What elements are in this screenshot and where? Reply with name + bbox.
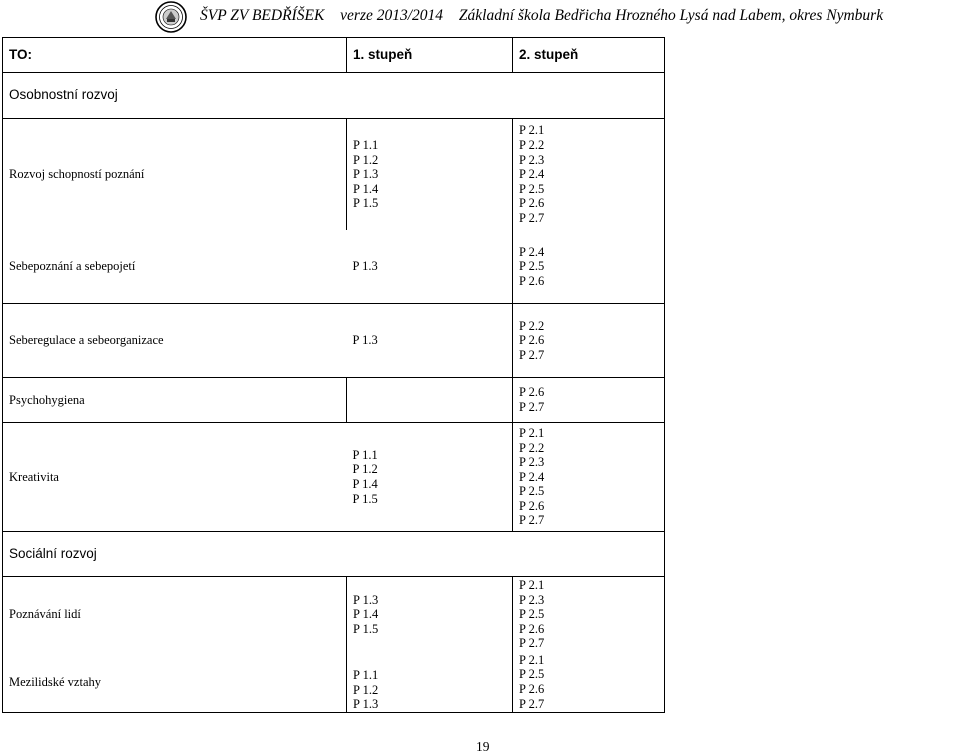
stage2-code: P 2.1	[519, 578, 545, 593]
stage2-code: P 2.2	[519, 318, 545, 333]
stage1-cell	[347, 119, 513, 231]
stage2-code: P 2.6	[519, 273, 545, 288]
stage2-code: P 2.6	[519, 333, 545, 348]
stage2-code: P 2.1	[519, 652, 545, 667]
stage2-code: P 2.4	[519, 167, 545, 182]
stage1-code: P 1.4	[352, 477, 378, 491]
topic-cell: Mezilidské vztahy	[3, 652, 347, 713]
topic-cell: Rozvoj schopností poznání	[3, 119, 347, 231]
stage2-cell	[513, 230, 665, 304]
stage2-code: P 2.7	[519, 400, 545, 414]
stage1-code: P 1.3	[353, 697, 379, 712]
stage2-code: P 2.2	[519, 138, 545, 153]
table-row	[3, 119, 665, 231]
stage2-code: P 2.1	[519, 425, 545, 440]
stage2-cell	[513, 423, 665, 532]
topic-cell: Seberegulace a sebeorganizace	[3, 304, 347, 378]
stage2-code: P 2.5	[519, 667, 545, 682]
table-row	[3, 378, 665, 423]
stage1-code: P 1.2	[352, 462, 378, 477]
stage2-code: P 2.6	[519, 196, 545, 211]
stage2-cell	[513, 304, 665, 378]
topic-cell: Sebepoznání a sebepojetí	[3, 230, 347, 304]
stage1-code: P 1.3	[353, 592, 379, 607]
table-row	[3, 423, 665, 532]
stage1-code: P 1.4	[353, 607, 379, 622]
topic-cell: Psychohygiena	[3, 378, 347, 423]
stage2-code: P 2.6	[519, 682, 545, 696]
stage1-code: P 1.4	[353, 181, 379, 196]
section-title: Sociální rozvoj	[3, 532, 665, 577]
stage2-code: P 2.7	[519, 210, 545, 225]
stage1-code: P 1.5	[353, 196, 379, 211]
stage1-code: P 1.3	[353, 167, 379, 182]
stage1-code: P 1.5	[353, 621, 379, 636]
stage2-code: P 2.7	[519, 696, 545, 711]
header-text	[200, 7, 883, 25]
header-cell-stage2: 2. stupeň	[513, 38, 665, 73]
header-cell-to: TO:	[3, 38, 347, 73]
stage2-code: P 2.5	[519, 181, 545, 196]
stage2-code: P 2.6	[519, 385, 545, 400]
topic-cell: Kreativita	[3, 423, 347, 532]
stage2-code: P 2.2	[519, 440, 545, 455]
stage2-code: P 2.4	[519, 469, 545, 484]
stage2-code: P 2.5	[519, 484, 545, 499]
topic-cell: Poznávání lidí	[3, 577, 347, 653]
stage2-code: P 2.3	[519, 592, 545, 607]
table-row	[3, 230, 665, 304]
header-title: ŠVP ZV BEDŘÍŠEK	[200, 7, 325, 24]
stage1-cell	[347, 230, 513, 304]
stage2-code: P 2.1	[519, 123, 545, 138]
stage2-cell	[513, 652, 665, 713]
stage2-code: P 2.7	[519, 347, 545, 362]
table-row	[3, 304, 665, 378]
stage2-cell	[513, 378, 665, 423]
stage2-code: P 2.3	[519, 152, 545, 167]
stage2-code: P 2.6	[519, 621, 545, 636]
table-row	[3, 652, 665, 713]
section-row	[3, 532, 665, 577]
table-row	[3, 577, 665, 653]
stage2-code: P 2.5	[519, 259, 545, 274]
page-header	[0, 0, 960, 34]
stage1-cell	[347, 577, 513, 653]
stage1-cell	[347, 652, 513, 713]
stage2-cell	[513, 577, 665, 653]
header-school: Základní škola Bedřicha Hrozného Lysá nad Labem, okres Nymburk	[458, 7, 884, 24]
stage1-code: P 1.1	[353, 138, 379, 153]
stage2-code: P 2.4	[519, 244, 545, 259]
section-title: Osobnostní rozvoj	[3, 73, 665, 119]
stage1-cell	[347, 378, 513, 423]
stage1-code: P 1.3	[352, 333, 378, 348]
stage2-code: P 2.5	[519, 607, 545, 622]
stage2-code: P 2.6	[519, 498, 545, 513]
stage1-code: P 1.1	[353, 668, 379, 683]
stage1-code: P 1.1	[352, 447, 378, 462]
stage1-code: P 1.3	[352, 259, 378, 274]
stage2-code: P 2.7	[519, 513, 545, 528]
stage1-cell	[347, 304, 513, 378]
stage1-cell	[347, 423, 513, 532]
stage2-code: P 2.3	[519, 455, 545, 470]
stage1-code: P 1.2	[353, 152, 379, 167]
page-number: 19	[476, 739, 490, 754]
stage1-code: P 1.2	[353, 682, 379, 697]
cross-curricular-table	[2, 37, 665, 713]
stage2-cell	[513, 119, 665, 231]
section-row	[3, 73, 665, 119]
stage1-code: P 1.5	[352, 491, 378, 506]
header-cell-stage1: 1. stupeň	[347, 38, 513, 73]
table-header-row	[3, 38, 665, 73]
stage2-code: P 2.7	[519, 636, 545, 651]
school-seal-icon	[154, 1, 188, 33]
header-version: verze 2013/2014	[340, 7, 444, 24]
